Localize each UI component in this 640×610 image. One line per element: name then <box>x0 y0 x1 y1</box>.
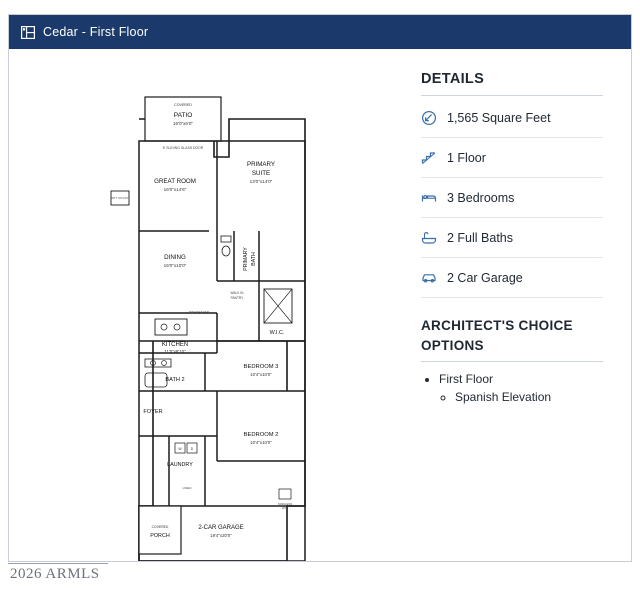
svg-text:WALK IN: WALK IN <box>230 291 244 295</box>
room-porch <box>139 506 181 554</box>
svg-text:10'4"x10'0": 10'4"x10'0" <box>250 440 272 445</box>
room-bath-2 <box>145 359 185 387</box>
svg-text:OPT. 3'0"x3'0": OPT. 3'0"x3'0" <box>111 196 129 200</box>
svg-text:8' SLIDING GLASS DOOR: 8' SLIDING GLASS DOOR <box>162 146 204 150</box>
svg-text:FOYER: FOYER <box>143 409 163 415</box>
floorplan-icon <box>21 26 35 39</box>
svg-text:W.I.C.: W.I.C. <box>269 330 285 336</box>
svg-text:GREAT ROOM: GREAT ROOM <box>154 178 196 185</box>
detail-baths-text: 2 Full Baths <box>447 230 514 245</box>
svg-text:11'0"x8'10": 11'0"x8'10" <box>164 349 186 354</box>
room-great-room <box>154 178 196 192</box>
room-primary-suite <box>247 161 275 184</box>
document-title: Cedar - First Floor <box>43 25 149 39</box>
svg-text:BEDROOM 3: BEDROOM 3 <box>243 364 279 370</box>
architects-choice-section <box>421 316 603 404</box>
details-divider <box>421 95 603 96</box>
architects-choice-options-list <box>421 372 603 404</box>
car-icon <box>421 270 437 286</box>
area-icon <box>421 110 437 126</box>
room-wic <box>270 330 285 336</box>
footer-divider <box>8 563 108 564</box>
architects-choice-heading-line2: OPTIONS <box>421 337 484 353</box>
floorplan-svg <box>109 91 409 561</box>
svg-text:DISHWASHER: DISHWASHER <box>188 310 210 314</box>
stairs-icon <box>421 150 437 166</box>
svg-text:13'0"x14'0": 13'0"x14'0" <box>249 179 273 184</box>
option-sublist <box>439 390 603 404</box>
svg-text:W.H.: W.H. <box>281 506 289 510</box>
detail-row-baths <box>421 218 603 258</box>
svg-text:BATH 2: BATH 2 <box>165 377 185 383</box>
detail-floors-text: 1 Floor <box>447 150 486 165</box>
architects-choice-heading <box>421 316 603 355</box>
svg-text:COVERED: COVERED <box>151 525 169 529</box>
floorplan-drawing <box>109 91 409 561</box>
detail-row-floors <box>421 138 603 178</box>
room-patio <box>145 97 221 141</box>
document-body <box>9 49 631 561</box>
svg-text:KITCHEN: KITCHEN <box>161 342 189 348</box>
svg-text:LINEN: LINEN <box>182 486 192 490</box>
suboption-spanish-elevation: ◦ Spanish Elevation <box>455 390 603 404</box>
svg-text:PRIMARY: PRIMARY <box>243 247 249 271</box>
svg-text:16'0"x14'6": 16'0"x14'6" <box>163 187 187 192</box>
svg-text:PRIMARY: PRIMARY <box>246 161 276 168</box>
room-kitchen <box>155 319 188 354</box>
floorplan-document <box>8 14 632 562</box>
svg-text:PANTRY: PANTRY <box>230 296 244 300</box>
svg-text:PORCH: PORCH <box>150 533 170 539</box>
detail-row-square-feet <box>421 98 603 138</box>
room-primary-bath <box>221 236 292 323</box>
svg-text:16'0"x6'0": 16'0"x6'0" <box>172 121 194 126</box>
svg-text:TANKLESS: TANKLESS <box>277 502 293 506</box>
detail-row-bedrooms <box>421 178 603 218</box>
svg-text:SUITE: SUITE <box>251 170 271 177</box>
svg-text:D: D <box>190 447 194 451</box>
room-foyer <box>143 409 162 415</box>
svg-text:2-CAR GARAGE: 2-CAR GARAGE <box>198 525 244 531</box>
details-heading: DETAILS <box>421 71 485 87</box>
footer-watermark: 2026 ARMLS <box>10 566 100 582</box>
detail-bedrooms-text: 3 Bedrooms <box>447 190 515 205</box>
architects-choice-heading-line1: ARCHITECT'S CHOICE <box>421 318 573 333</box>
details-panel <box>421 71 603 408</box>
svg-text:LAUNDRY: LAUNDRY <box>167 462 193 468</box>
option-first-floor-label: First Floor <box>439 372 493 387</box>
svg-text:DINING: DINING <box>164 254 186 261</box>
svg-text:10'4"x10'0": 10'4"x10'0" <box>250 372 272 377</box>
detail-garage-text: 2 Car Garage <box>447 270 523 285</box>
svg-text:BEDROOM 2: BEDROOM 2 <box>243 432 279 438</box>
document-titlebar <box>9 15 631 49</box>
room-laundry <box>167 443 197 490</box>
architects-choice-divider <box>421 361 603 362</box>
room-bedroom-2 <box>244 432 279 445</box>
room-garage <box>198 489 292 538</box>
bath-icon <box>421 230 437 246</box>
bed-icon <box>421 190 437 206</box>
option-first-floor <box>439 372 603 404</box>
svg-text:19'4"x20'0": 19'4"x20'0" <box>210 533 232 538</box>
detail-row-garage <box>421 258 603 298</box>
detail-square-feet-text: 1,565 Square Feet <box>447 110 551 125</box>
room-dining <box>164 254 187 268</box>
svg-text:16'0"x10'0": 16'0"x10'0" <box>163 263 187 268</box>
svg-text:COVERED: COVERED <box>174 103 192 107</box>
room-bedroom-3 <box>244 364 279 377</box>
svg-text:BATH: BATH <box>251 252 257 266</box>
svg-text:W: W <box>178 447 182 451</box>
svg-text:PATIO: PATIO <box>173 112 193 119</box>
